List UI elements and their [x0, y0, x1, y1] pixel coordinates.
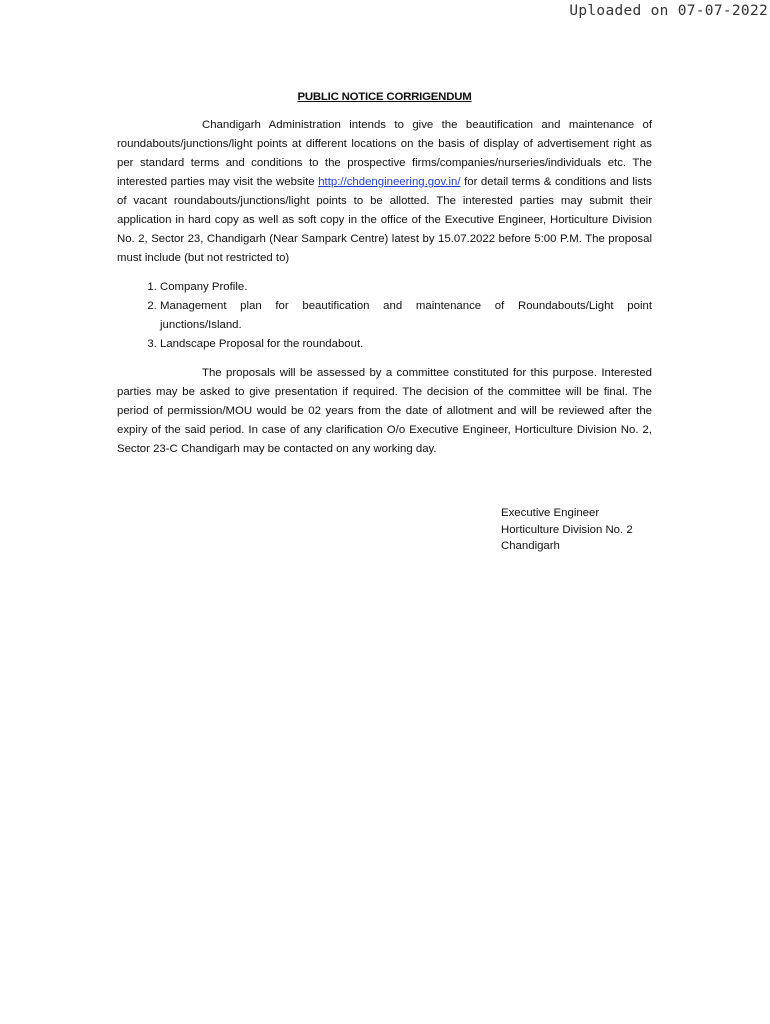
website-link[interactable]: http://chdengineering.gov.in/ — [318, 176, 461, 188]
paragraph-1-text-start: Chandigarh Administration intends to give the beautification and maintenance of roundabouts/junctions/light points at different locations on the basis of display of advertisement right as per standard terms and conditions to the prospective firms/companies/nurseries/individuals etc. The interested parties may visit the website — [117, 119, 652, 188]
proposal-requirements-list — [117, 278, 652, 354]
signatory-designation: Executive Engineer — [501, 507, 600, 519]
notice-title: PUBLIC NOTICE CORRIGENDUM — [297, 91, 472, 103]
notice-paragraph-2 — [117, 364, 652, 459]
signature-block — [501, 505, 633, 555]
paragraph-1-text-end: for detail terms & conditions and lists of vacant roundabouts/junctions/light points to be allotted. The interested parties may submit their application in hard copy as well as soft copy in the office of the Executive Engineer, Horticulture Division No. 2, Sector 23, Chandigarh (Near Sampark Centre) latest by 15.07.2022 before 5:00 P.M. The proposal must include (but not restricted to) — [117, 176, 652, 264]
signatory-division: Horticulture Division No. 2 — [501, 523, 633, 536]
paragraph-2-text: The proposals will be assessed by a committee constituted for this purpose. Interested parties may be asked to give presentation if required. The decision of the committee will be final. The period of permission/MOU would be 02 years from the date of allotment and will be reviewed after the expiry of the said period. In case of any clarification O/o Executive Engineer, Horticulture Division No. 2, Sector 23-C Chandigarh may be contacted on any working day. — [117, 367, 652, 455]
notice-paragraph-1 — [117, 116, 652, 268]
list-item-company-profile: 1. Company Profile. — [160, 278, 652, 297]
signatory-city: Chandigarh — [501, 540, 560, 552]
list-item-management-plan: 2. Management plan for beautification and maintenance of Roundabouts/Light point junctions/Island. — [160, 297, 652, 335]
notice-document — [117, 88, 652, 459]
upload-date-stamp: Uploaded on 07-07-2022 — [569, 3, 768, 19]
list-item-landscape-proposal: 3. Landscape Proposal for the roundabout. — [160, 335, 652, 354]
